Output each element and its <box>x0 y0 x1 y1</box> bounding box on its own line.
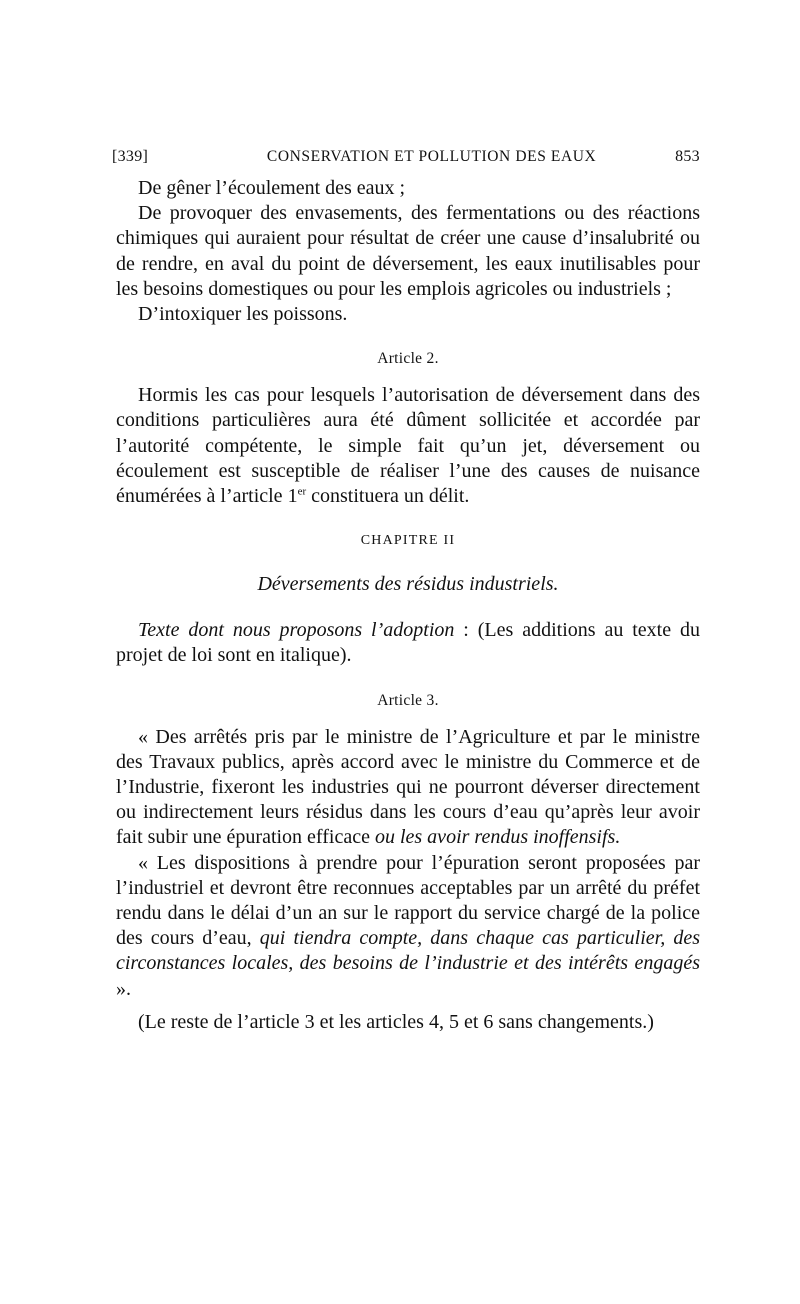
article-2-title: Article 2. <box>377 350 439 368</box>
article-3-p1-text: « Des arrêtés pris par le ministre de l’Agriculture et par le ministre des Travaux publics, après accord avec le ministre du Commerce et de l’Industrie, fixeront les industries qui ne pourront déverser directement ou indirectement leurs résidus dans les cours d’eau qu’après leur avoir fait subir une épuration efficace <box>116 725 700 849</box>
article-3-paragraph-1 <box>116 725 700 851</box>
intro-rest: : (Les additions au texte du projet de loi sont en italique). <box>116 619 700 667</box>
intro-italic: Texte dont nous proposons l’adoption <box>138 619 455 642</box>
chapter-subtitle: Déversements des résidus industriels. <box>257 573 559 596</box>
article-2-text-end: constituera un délit. <box>306 485 470 508</box>
page-reference: [339] <box>112 148 149 165</box>
running-title: CONSERVATION ET POLLUTION DES EAUX <box>266 148 597 165</box>
article-3-title: Article 3. <box>377 691 439 709</box>
article-3-p2-end: ». <box>116 977 131 1000</box>
article-3-p1-italic: ou les avoir rendus inoffensifs. <box>374 826 621 849</box>
spacer <box>116 1002 700 1010</box>
article-2-superscript: er <box>297 485 307 498</box>
chapter-title: CHAPITRE II <box>360 533 456 549</box>
paragraph-provoquer: De provoquer des envasements, des fermentations ou des réactions chimiques qui auraient pour résultat de créer une cause d’insalubrité ou de rendre, en aval du point de déversement, les eaux inutilisables pour les besoins domestiques ou pour les emplois agricoles ou industriels ; <box>116 202 700 300</box>
article-3-p2-italic: qui tiendra compte, dans chaque cas particulier, des circonstances locales, des besoins de l’industrie et des intérêts engagés <box>116 927 700 975</box>
page-number: 853 <box>675 148 700 165</box>
intro-paragraph <box>116 618 700 668</box>
article-2-text <box>116 383 700 509</box>
article-2-text-main: Hormis les cas pour lesquels l’autorisation de déversement dans des conditions particulières aura été dûment sollicitée et accordée par l’autorité compétente, le simple fait qu’un jet, déversement ou écoulement est susceptible de réaliser l’une des causes de nuisance énumérées à l’article 1 <box>116 384 700 508</box>
article-3-paragraph-2 <box>116 851 700 1002</box>
document-page <box>112 148 700 1035</box>
running-header <box>112 148 700 166</box>
closing-paragraph: (Le reste de l’article 3 et les articles 4, 5 et 6 sans changements.) <box>138 1010 654 1033</box>
article-3-p2-text: « Les dispositions à prendre pour l’épuration seront proposées par l’industriel et devront être reconnues acceptables par un arrêté du préfet rendu dans le délai d’un an sur le rapport du service chargé de la police des cours d’eau, <box>116 851 700 950</box>
paragraph-gener: De gêner l’écoulement des eaux ; <box>138 177 406 199</box>
paragraph-intoxiquer: D’intoxiquer les poissons. <box>138 303 348 326</box>
